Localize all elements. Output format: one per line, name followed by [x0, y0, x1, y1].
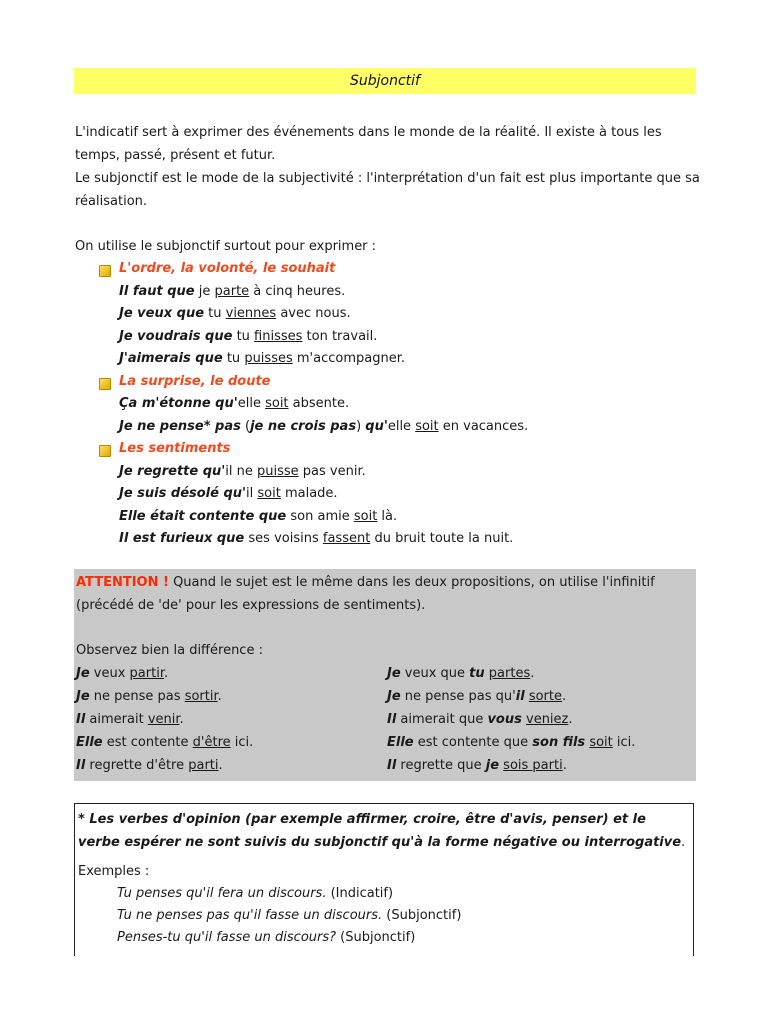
trigger: Il faut que	[119, 283, 195, 299]
verb: d'être	[192, 735, 231, 750]
usage-lead: On utilise le subjonctif surtout pour exprimer :	[75, 239, 377, 254]
trigger: Je voudrais que	[119, 328, 233, 344]
subjunctive-column	[387, 662, 635, 777]
text: )	[356, 418, 366, 434]
text: .	[217, 689, 222, 704]
trigger: Je regrette qu'	[119, 463, 226, 479]
text: regrette que	[396, 758, 486, 773]
examples-list	[117, 883, 461, 949]
trigger: Elle était contente que	[119, 508, 287, 524]
trigger: Il est furieux que	[119, 531, 245, 546]
subject: il	[515, 689, 525, 704]
note-paragraph	[78, 808, 688, 854]
bullet-heading	[75, 258, 705, 281]
text: là.	[377, 508, 398, 524]
comparison-line	[387, 754, 635, 777]
examples-label: Exemples :	[78, 864, 150, 879]
comparison-line	[76, 731, 253, 754]
subject: Je	[387, 666, 401, 681]
verb: veniez	[526, 712, 569, 727]
bullet-heading-label: Les sentiments	[119, 441, 231, 456]
example-mood: (Subjonctif)	[382, 908, 462, 923]
bullet-heading	[75, 438, 705, 461]
text: je	[194, 283, 215, 299]
text: tu	[204, 306, 226, 321]
intro-line-indicatif: L'indicatif sert à exprimer des événements dans le monde de la réalité. Il existe à tous les temps, passé, présent et futur.	[75, 125, 662, 163]
attention-label: ATTENTION !	[76, 575, 169, 590]
subject: son fils	[532, 735, 586, 750]
comparison-line	[387, 685, 635, 708]
verb: puisse	[257, 463, 299, 479]
example-item	[117, 927, 461, 949]
verb: soit	[589, 735, 613, 750]
example-sentence: Penses-tu qu'il fasse un discours?	[117, 930, 337, 945]
verb: partir	[129, 666, 164, 681]
text: .	[530, 666, 535, 681]
trigger: Ça m'étonne qu'	[119, 396, 238, 411]
text: pas venir.	[298, 463, 366, 479]
trigger: je ne crois pas	[250, 418, 357, 434]
subject: Je	[76, 666, 90, 681]
comparison-line	[387, 708, 635, 731]
text: ne pense pas qu'	[400, 689, 516, 704]
subject: Je	[76, 689, 90, 704]
infinitive-column	[76, 662, 253, 777]
trigger: Je suis désolé qu'	[119, 486, 247, 501]
attention-text: Quand le sujet est le même dans les deux propositions, on utilise l'infinitif (précédé de 'de' pour les expressions de sentiments).	[76, 575, 655, 613]
text: (	[240, 418, 251, 434]
verb: partes	[488, 666, 531, 681]
verb: venir	[147, 712, 180, 727]
example-line	[75, 461, 705, 484]
verb: viennes	[225, 306, 277, 321]
example-mood: (Indicatif)	[326, 886, 394, 901]
trigger: Je veux que	[119, 306, 205, 321]
attention-paragraph	[76, 571, 694, 617]
verb: puisses	[244, 351, 293, 366]
text: ton travail.	[302, 328, 378, 344]
verb: soit	[415, 418, 439, 434]
example-item	[117, 905, 461, 927]
trigger: qu'	[365, 418, 388, 434]
bullet-heading-label: L'ordre, la volonté, le souhait	[119, 261, 336, 276]
text: .	[218, 758, 223, 773]
comparison-line	[387, 731, 635, 754]
example-sentence: Tu penses qu'il fera un discours.	[117, 886, 327, 901]
text: il ne	[225, 463, 257, 479]
text: m'accompagner.	[292, 351, 405, 366]
subject: tu	[469, 666, 485, 681]
text: en vacances.	[438, 418, 529, 434]
intro-paragraph	[75, 121, 705, 213]
note-bold-text: * Les verbes d'opinion (par exemple affirmer, croire, être d'avis, penser) et le verbe espérer ne sont suivis du subjonctif qu'à la forme négative ou interrogative	[78, 812, 682, 850]
comparison-line	[76, 685, 253, 708]
text: ne pense pas	[89, 689, 185, 704]
text: aimerait	[85, 712, 148, 727]
square-bullet-icon	[99, 378, 111, 390]
note-end: .	[681, 835, 686, 850]
bullet-heading-label: La surprise, le doute	[119, 373, 271, 389]
text: .	[562, 758, 567, 773]
subject: Il	[387, 712, 397, 727]
subject: Il	[76, 758, 86, 773]
text: ici.	[612, 735, 636, 750]
text: regrette d'être	[85, 758, 189, 773]
text: veux que	[400, 666, 470, 681]
trigger: Je ne pense* pas	[119, 418, 241, 434]
verb: parte	[214, 283, 250, 299]
text: tu	[232, 328, 255, 344]
comparison-line	[76, 662, 253, 685]
example-line	[75, 281, 705, 304]
text: est contente	[102, 735, 193, 750]
square-bullet-icon	[99, 445, 111, 457]
text: elle	[387, 418, 416, 434]
usage-section	[75, 235, 705, 551]
example-line	[75, 416, 705, 439]
text: aimerait que	[396, 712, 488, 727]
subject: Je	[387, 689, 401, 704]
subject: Il	[387, 758, 397, 773]
trigger: J'aimerais que	[119, 351, 223, 366]
example-sentence: Tu ne penses pas qu'il fasse un discours.	[117, 908, 383, 923]
verb: soit	[257, 486, 281, 501]
text: son amie	[286, 508, 354, 524]
intro-line-subjonctif: Le subjonctif est le mode de la subjectivité : l'interprétation d'un fait est plus importante que sa réalisation.	[75, 171, 700, 209]
text: du bruit toute la nuit.	[370, 531, 514, 546]
comparison-line	[76, 754, 253, 777]
comparison-line	[387, 662, 635, 685]
verb: soit	[265, 396, 289, 411]
example-line	[75, 393, 705, 416]
verb: sois parti	[503, 758, 563, 773]
subject: je	[485, 758, 500, 773]
verb: parti	[188, 758, 219, 773]
verb: finisses	[254, 328, 303, 344]
text: .	[561, 689, 567, 704]
text: malade.	[280, 486, 338, 501]
example-line	[75, 303, 705, 326]
attention-box	[74, 569, 696, 781]
text: ici.	[230, 735, 254, 750]
example-line	[75, 506, 705, 529]
example-line	[75, 348, 705, 371]
example-item	[117, 883, 461, 905]
verb: sorte	[528, 689, 562, 704]
text: absente.	[288, 396, 350, 411]
square-bullet-icon	[99, 265, 111, 277]
verb: sortir	[184, 689, 218, 704]
subject: Elle	[76, 735, 103, 750]
subject: vous	[487, 712, 522, 727]
observe-heading: Observez bien la différence :	[76, 643, 263, 658]
bullet-heading	[75, 371, 705, 394]
example-line	[75, 326, 705, 349]
text: est contente que	[413, 735, 533, 750]
verb: soit	[353, 508, 378, 524]
example-mood: (Subjonctif)	[336, 930, 416, 945]
verb: fassent	[322, 531, 371, 546]
text: avec nous.	[276, 306, 351, 321]
subject: Il	[76, 712, 86, 727]
text: tu	[222, 351, 245, 366]
text: .	[179, 712, 184, 727]
page-title: Subjonctif	[74, 68, 696, 94]
subject: Elle	[387, 735, 414, 750]
text: .	[568, 712, 573, 727]
text: .	[163, 666, 169, 681]
text: il	[246, 486, 258, 501]
text: elle	[237, 396, 266, 411]
opinion-verbs-note	[74, 803, 694, 956]
text: ses voisins	[244, 531, 323, 546]
example-line	[75, 528, 705, 551]
example-line	[75, 483, 705, 506]
text: à cinq heures.	[249, 283, 346, 299]
comparison-line	[76, 708, 253, 731]
text: veux	[89, 666, 130, 681]
